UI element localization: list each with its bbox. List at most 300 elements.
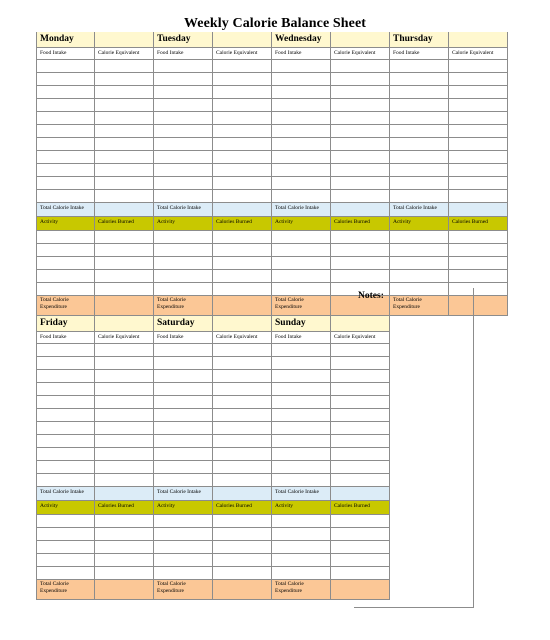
food-subheader-row xyxy=(36,48,508,60)
entry-cell-item[interactable] xyxy=(154,383,213,396)
entry-cell-item[interactable] xyxy=(390,151,449,164)
entry-cell-item[interactable] xyxy=(36,73,95,86)
entry-cell-calories[interactable] xyxy=(95,528,154,541)
food-subheader-row xyxy=(36,332,390,344)
entry-cell-item[interactable] xyxy=(36,99,95,112)
entry-cell-item[interactable] xyxy=(36,283,95,296)
day-header-blank xyxy=(213,32,272,48)
entry-cell-calories[interactable] xyxy=(95,383,154,396)
total-calorie-expenditure-label: Total Calorie Expenditure xyxy=(390,296,449,316)
entry-cell-calories[interactable] xyxy=(213,396,272,409)
entry-cell-calories[interactable] xyxy=(213,283,272,296)
calorie-equivalent-header: Calorie Equivalent xyxy=(213,332,272,344)
total-calorie-expenditure-value[interactable] xyxy=(95,296,154,316)
day-name: Thursday xyxy=(390,32,449,48)
activity-entry-row xyxy=(36,515,390,528)
day-name: Friday xyxy=(36,316,95,332)
food-entry-row xyxy=(36,461,390,474)
calorie-equivalent-header: Calorie Equivalent xyxy=(331,48,390,60)
food-intake-header: Food Intake xyxy=(36,332,95,344)
entry-cell-item[interactable] xyxy=(154,231,213,244)
food-entry-row xyxy=(36,422,390,435)
entry-cell-item[interactable] xyxy=(390,60,449,73)
entry-cell-calories[interactable] xyxy=(331,257,390,270)
entry-cell-item[interactable] xyxy=(154,541,213,554)
entry-cell-item[interactable] xyxy=(154,357,213,370)
entry-cell-item[interactable] xyxy=(36,409,95,422)
entry-cell-item[interactable] xyxy=(36,270,95,283)
day-name: Saturday xyxy=(154,316,213,332)
entry-cell-calories[interactable] xyxy=(449,190,508,203)
food-entry-row xyxy=(36,73,508,86)
entry-cell-item[interactable] xyxy=(272,541,331,554)
entry-cell-item[interactable] xyxy=(36,112,95,125)
total-calorie-expenditure-label: Total Calorie Expenditure xyxy=(36,580,95,600)
entry-cell-item[interactable] xyxy=(154,244,213,257)
total-calorie-expenditure-label: Total Calorie Expenditure xyxy=(272,580,331,600)
entry-cell-item[interactable] xyxy=(36,190,95,203)
entry-cell-item[interactable] xyxy=(154,370,213,383)
entry-cell-calories[interactable] xyxy=(213,409,272,422)
activity-entry-row xyxy=(36,270,508,283)
entry-cell-calories[interactable] xyxy=(95,112,154,125)
entry-cell-calories[interactable] xyxy=(331,270,390,283)
entry-cell-item[interactable] xyxy=(36,244,95,257)
entry-cell-calories[interactable] xyxy=(213,422,272,435)
food-entry-row xyxy=(36,396,390,409)
entry-cell-item[interactable] xyxy=(154,73,213,86)
calories-burned-header: Calories Burned xyxy=(213,501,272,515)
entry-cell-item[interactable] xyxy=(154,396,213,409)
entry-cell-calories[interactable] xyxy=(213,383,272,396)
entry-cell-item[interactable] xyxy=(154,138,213,151)
entry-cell-calories[interactable] xyxy=(331,73,390,86)
activity-header: Activity xyxy=(272,501,331,515)
entry-cell-calories[interactable] xyxy=(331,125,390,138)
activity-entry-row xyxy=(36,554,390,567)
food-intake-header: Food Intake xyxy=(154,48,213,60)
day-header-blank xyxy=(213,316,272,332)
calories-burned-header: Calories Burned xyxy=(331,501,390,515)
entry-cell-item[interactable] xyxy=(154,164,213,177)
entry-cell-item[interactable] xyxy=(154,270,213,283)
total-calorie-intake-label: Total Calorie Intake xyxy=(154,203,213,217)
activity-entry-row xyxy=(36,244,508,257)
food-entry-row xyxy=(36,357,390,370)
entry-cell-calories[interactable] xyxy=(213,112,272,125)
entry-cell-calories[interactable] xyxy=(449,99,508,112)
entry-cell-calories[interactable] xyxy=(213,515,272,528)
food-entry-row xyxy=(36,370,390,383)
entry-cell-item[interactable] xyxy=(154,528,213,541)
entry-cell-calories[interactable] xyxy=(213,567,272,580)
entry-cell-item[interactable] xyxy=(36,396,95,409)
entry-cell-item[interactable] xyxy=(272,357,331,370)
entry-cell-item[interactable] xyxy=(390,270,449,283)
entry-cell-calories[interactable] xyxy=(213,435,272,448)
entry-cell-item[interactable] xyxy=(390,190,449,203)
entry-cell-item[interactable] xyxy=(36,138,95,151)
activity-header-row xyxy=(36,501,390,515)
entry-cell-item[interactable] xyxy=(272,270,331,283)
entry-cell-item[interactable] xyxy=(272,86,331,99)
entry-cell-calories[interactable] xyxy=(213,86,272,99)
entry-cell-calories[interactable] xyxy=(95,231,154,244)
entry-cell-calories[interactable] xyxy=(213,190,272,203)
entry-cell-calories[interactable] xyxy=(213,370,272,383)
entry-cell-calories[interactable] xyxy=(95,435,154,448)
entry-cell-calories[interactable] xyxy=(331,244,390,257)
entry-cell-calories[interactable] xyxy=(331,86,390,99)
entry-cell-item[interactable] xyxy=(36,257,95,270)
entry-cell-item[interactable] xyxy=(272,515,331,528)
food-entry-row xyxy=(36,138,508,151)
entry-cell-item[interactable] xyxy=(36,125,95,138)
total-calorie-intake-label: Total Calorie Intake xyxy=(154,487,213,501)
entry-cell-item[interactable] xyxy=(272,60,331,73)
entry-cell-calories[interactable] xyxy=(95,190,154,203)
entry-cell-calories[interactable] xyxy=(95,151,154,164)
entry-cell-calories[interactable] xyxy=(95,244,154,257)
entry-cell-calories[interactable] xyxy=(449,164,508,177)
entry-cell-calories[interactable] xyxy=(213,474,272,487)
entry-cell-item[interactable] xyxy=(390,73,449,86)
entry-cell-item[interactable] xyxy=(154,190,213,203)
total-calorie-intake-value[interactable] xyxy=(449,203,508,217)
entry-cell-item[interactable] xyxy=(272,448,331,461)
food-entry-row xyxy=(36,86,508,99)
entry-cell-calories[interactable] xyxy=(213,344,272,357)
entry-cell-item[interactable] xyxy=(154,99,213,112)
entry-cell-item[interactable] xyxy=(272,383,331,396)
entry-cell-item[interactable] xyxy=(272,370,331,383)
total-calorie-expenditure-label: Total Calorie Expenditure xyxy=(36,296,95,316)
food-entry-row xyxy=(36,112,508,125)
entry-cell-calories[interactable] xyxy=(213,270,272,283)
entry-cell-calories[interactable] xyxy=(213,73,272,86)
entry-cell-calories[interactable] xyxy=(449,86,508,99)
entry-cell-calories[interactable] xyxy=(213,151,272,164)
entry-cell-calories[interactable] xyxy=(331,190,390,203)
entry-cell-calories[interactable] xyxy=(95,515,154,528)
entry-cell-item[interactable] xyxy=(36,86,95,99)
entry-cell-item[interactable] xyxy=(36,60,95,73)
entry-cell-item[interactable] xyxy=(272,151,331,164)
entry-cell-item[interactable] xyxy=(36,344,95,357)
entry-cell-item[interactable] xyxy=(154,474,213,487)
entry-cell-item[interactable] xyxy=(272,138,331,151)
total-calorie-intake-label: Total Calorie Intake xyxy=(272,203,331,217)
entry-cell-item[interactable] xyxy=(390,99,449,112)
food-entry-row xyxy=(36,383,390,396)
entry-cell-calories[interactable] xyxy=(449,112,508,125)
food-entry-row xyxy=(36,99,508,112)
entry-cell-item[interactable] xyxy=(154,567,213,580)
total-calorie-expenditure-value[interactable] xyxy=(213,296,272,316)
entry-cell-calories[interactable] xyxy=(213,231,272,244)
entry-cell-item[interactable] xyxy=(154,257,213,270)
entry-cell-item[interactable] xyxy=(36,164,95,177)
entry-cell-item[interactable] xyxy=(390,164,449,177)
entry-cell-item[interactable] xyxy=(154,283,213,296)
food-entry-row xyxy=(36,177,508,190)
entry-cell-item[interactable] xyxy=(154,125,213,138)
entry-cell-item[interactable] xyxy=(36,370,95,383)
total-calorie-expenditure-value[interactable] xyxy=(213,580,272,600)
total-intake-row xyxy=(36,487,390,501)
entry-cell-calories[interactable] xyxy=(95,474,154,487)
total-calorie-intake-label: Total Calorie Intake xyxy=(390,203,449,217)
entry-cell-item[interactable] xyxy=(36,151,95,164)
food-intake-header: Food Intake xyxy=(272,332,331,344)
entry-cell-item[interactable] xyxy=(272,344,331,357)
total-calorie-expenditure-label: Total Calorie Expenditure xyxy=(154,580,213,600)
activity-header-row xyxy=(36,217,508,231)
entry-cell-calories[interactable] xyxy=(95,138,154,151)
entry-cell-calories[interactable] xyxy=(449,177,508,190)
entry-cell-calories[interactable] xyxy=(95,541,154,554)
entry-cell-item[interactable] xyxy=(272,396,331,409)
entry-cell-item[interactable] xyxy=(154,86,213,99)
entry-cell-calories[interactable] xyxy=(95,409,154,422)
entry-cell-item[interactable] xyxy=(154,554,213,567)
total-expenditure-row xyxy=(36,580,390,600)
day-header-blank xyxy=(95,316,154,332)
entry-cell-item[interactable] xyxy=(272,164,331,177)
entry-cell-calories[interactable] xyxy=(95,344,154,357)
entry-cell-item[interactable] xyxy=(390,86,449,99)
total-calorie-intake-value[interactable] xyxy=(95,203,154,217)
entry-cell-item[interactable] xyxy=(154,409,213,422)
entry-cell-calories[interactable] xyxy=(449,125,508,138)
entry-cell-item[interactable] xyxy=(154,515,213,528)
entry-cell-calories[interactable] xyxy=(95,448,154,461)
entry-cell-item[interactable] xyxy=(390,112,449,125)
total-calorie-expenditure-value[interactable] xyxy=(95,580,154,600)
entry-cell-item[interactable] xyxy=(272,257,331,270)
entry-cell-calories[interactable] xyxy=(331,177,390,190)
day-header-blank xyxy=(95,32,154,48)
entry-cell-calories[interactable] xyxy=(449,257,508,270)
entry-cell-calories[interactable] xyxy=(95,422,154,435)
entry-cell-item[interactable] xyxy=(154,112,213,125)
entry-cell-calories[interactable] xyxy=(95,99,154,112)
entry-cell-calories[interactable] xyxy=(95,125,154,138)
entry-cell-item[interactable] xyxy=(390,125,449,138)
entry-cell-calories[interactable] xyxy=(449,231,508,244)
entry-cell-item[interactable] xyxy=(272,177,331,190)
calorie-equivalent-header: Calorie Equivalent xyxy=(95,48,154,60)
entry-cell-calories[interactable] xyxy=(331,60,390,73)
entry-cell-calories[interactable] xyxy=(213,554,272,567)
total-calorie-intake-value[interactable] xyxy=(213,487,272,501)
entry-cell-calories[interactable] xyxy=(331,164,390,177)
entry-cell-calories[interactable] xyxy=(449,73,508,86)
entry-cell-item[interactable] xyxy=(154,60,213,73)
entry-cell-item[interactable] xyxy=(36,515,95,528)
entry-cell-calories[interactable] xyxy=(95,554,154,567)
entry-cell-calories[interactable] xyxy=(95,177,154,190)
calories-burned-header: Calories Burned xyxy=(331,217,390,231)
entry-cell-calories[interactable] xyxy=(331,138,390,151)
entry-cell-calories[interactable] xyxy=(95,73,154,86)
entry-cell-item[interactable] xyxy=(36,528,95,541)
entry-cell-item[interactable] xyxy=(36,448,95,461)
entry-cell-item[interactable] xyxy=(154,448,213,461)
entry-cell-item[interactable] xyxy=(36,435,95,448)
entry-cell-item[interactable] xyxy=(272,528,331,541)
entry-cell-calories[interactable] xyxy=(213,244,272,257)
entry-cell-calories[interactable] xyxy=(449,244,508,257)
entry-cell-item[interactable] xyxy=(36,474,95,487)
entry-cell-item[interactable] xyxy=(36,461,95,474)
entry-cell-calories[interactable] xyxy=(213,257,272,270)
day-name: Wednesday xyxy=(272,32,331,48)
calorie-equivalent-header: Calorie Equivalent xyxy=(331,332,390,344)
food-entry-row xyxy=(36,435,390,448)
entry-cell-item[interactable] xyxy=(272,554,331,567)
entry-cell-calories[interactable] xyxy=(95,283,154,296)
activity-header: Activity xyxy=(390,217,449,231)
entry-cell-item[interactable] xyxy=(154,435,213,448)
entry-cell-calories[interactable] xyxy=(213,99,272,112)
total-calorie-intake-label: Total Calorie Intake xyxy=(36,487,95,501)
entry-cell-calories[interactable] xyxy=(449,151,508,164)
food-intake-header: Food Intake xyxy=(154,332,213,344)
entry-cell-item[interactable] xyxy=(272,461,331,474)
entry-cell-item[interactable] xyxy=(154,461,213,474)
entry-cell-calories[interactable] xyxy=(213,125,272,138)
entry-cell-item[interactable] xyxy=(272,244,331,257)
entry-cell-calories[interactable] xyxy=(95,461,154,474)
food-entry-row xyxy=(36,190,508,203)
food-intake-header: Food Intake xyxy=(272,48,331,60)
entry-cell-calories[interactable] xyxy=(95,60,154,73)
day-header-blank xyxy=(331,32,390,48)
entry-cell-item[interactable] xyxy=(272,283,331,296)
entry-cell-item[interactable] xyxy=(36,422,95,435)
entry-cell-calories[interactable] xyxy=(449,270,508,283)
entry-cell-calories[interactable] xyxy=(331,112,390,125)
total-calorie-intake-value[interactable] xyxy=(213,203,272,217)
entry-cell-calories[interactable] xyxy=(95,357,154,370)
entry-cell-calories[interactable] xyxy=(331,151,390,164)
entry-cell-calories[interactable] xyxy=(213,541,272,554)
entry-cell-item[interactable] xyxy=(272,435,331,448)
entry-cell-item[interactable] xyxy=(390,177,449,190)
entry-cell-item[interactable] xyxy=(272,112,331,125)
food-entry-row xyxy=(36,60,508,73)
entry-cell-item[interactable] xyxy=(36,554,95,567)
total-calorie-intake-label: Total Calorie Intake xyxy=(272,487,331,501)
activity-header: Activity xyxy=(36,501,95,515)
entry-cell-item[interactable] xyxy=(36,567,95,580)
entry-cell-item[interactable] xyxy=(154,344,213,357)
entry-cell-item[interactable] xyxy=(272,409,331,422)
entry-cell-calories[interactable] xyxy=(95,567,154,580)
food-entry-row xyxy=(36,344,390,357)
activity-header: Activity xyxy=(36,217,95,231)
activity-entry-row xyxy=(36,567,390,580)
food-entry-row xyxy=(36,125,508,138)
entry-cell-calories[interactable] xyxy=(331,231,390,244)
entry-cell-item[interactable] xyxy=(36,231,95,244)
entry-cell-item[interactable] xyxy=(36,541,95,554)
food-entry-row xyxy=(36,474,390,487)
entry-cell-item[interactable] xyxy=(272,231,331,244)
entry-cell-calories[interactable] xyxy=(213,461,272,474)
entry-cell-calories[interactable] xyxy=(213,138,272,151)
calories-burned-header: Calories Burned xyxy=(213,217,272,231)
entry-cell-calories[interactable] xyxy=(449,138,508,151)
entry-cell-calories[interactable] xyxy=(213,528,272,541)
activity-entry-row xyxy=(36,231,508,244)
food-entry-row xyxy=(36,448,390,461)
entry-cell-item[interactable] xyxy=(390,231,449,244)
day-name: Monday xyxy=(36,32,95,48)
entry-cell-item[interactable] xyxy=(154,177,213,190)
entry-cell-calories[interactable] xyxy=(213,357,272,370)
sheet-title: Weekly Calorie Balance Sheet xyxy=(183,16,367,31)
calories-burned-header: Calories Burned xyxy=(449,217,508,231)
entry-cell-item[interactable] xyxy=(154,422,213,435)
entry-cell-calories[interactable] xyxy=(95,270,154,283)
activity-header: Activity xyxy=(154,217,213,231)
calorie-equivalent-header: Calorie Equivalent xyxy=(449,48,508,60)
entry-cell-item[interactable] xyxy=(390,244,449,257)
entry-cell-item[interactable] xyxy=(272,422,331,435)
entry-cell-calories[interactable] xyxy=(95,370,154,383)
day-name: Tuesday xyxy=(154,32,213,48)
entry-cell-item[interactable] xyxy=(272,190,331,203)
entry-cell-item[interactable] xyxy=(390,138,449,151)
entry-cell-item[interactable] xyxy=(390,257,449,270)
notes-box[interactable] xyxy=(354,288,474,608)
entry-cell-item[interactable] xyxy=(36,177,95,190)
entry-cell-item[interactable] xyxy=(272,99,331,112)
entry-cell-calories[interactable] xyxy=(95,257,154,270)
food-entry-row xyxy=(36,164,508,177)
food-entry-row xyxy=(36,409,390,422)
entry-cell-item[interactable] xyxy=(36,383,95,396)
entry-cell-item[interactable] xyxy=(272,125,331,138)
total-calorie-intake-label: Total Calorie Intake xyxy=(36,203,95,217)
entry-cell-calories[interactable] xyxy=(95,396,154,409)
entry-cell-item[interactable] xyxy=(272,73,331,86)
entry-cell-calories[interactable] xyxy=(331,99,390,112)
activity-header: Activity xyxy=(154,501,213,515)
entry-cell-item[interactable] xyxy=(272,474,331,487)
entry-cell-calories[interactable] xyxy=(213,177,272,190)
day-header-row xyxy=(36,32,508,48)
entry-cell-calories[interactable] xyxy=(95,86,154,99)
day-header-row xyxy=(36,316,390,332)
entry-cell-calories[interactable] xyxy=(213,164,272,177)
activity-entry-row xyxy=(36,528,390,541)
total-calorie-intake-value[interactable] xyxy=(95,487,154,501)
entry-cell-calories[interactable] xyxy=(213,448,272,461)
total-calorie-intake-value[interactable] xyxy=(331,203,390,217)
entry-cell-item[interactable] xyxy=(272,567,331,580)
entry-cell-calories[interactable] xyxy=(95,164,154,177)
entry-cell-item[interactable] xyxy=(154,151,213,164)
food-intake-header: Food Intake xyxy=(36,48,95,60)
entry-cell-calories[interactable] xyxy=(449,60,508,73)
entry-cell-item[interactable] xyxy=(36,357,95,370)
food-intake-header: Food Intake xyxy=(390,48,449,60)
entry-cell-calories[interactable] xyxy=(213,60,272,73)
activity-entry-row xyxy=(36,541,390,554)
